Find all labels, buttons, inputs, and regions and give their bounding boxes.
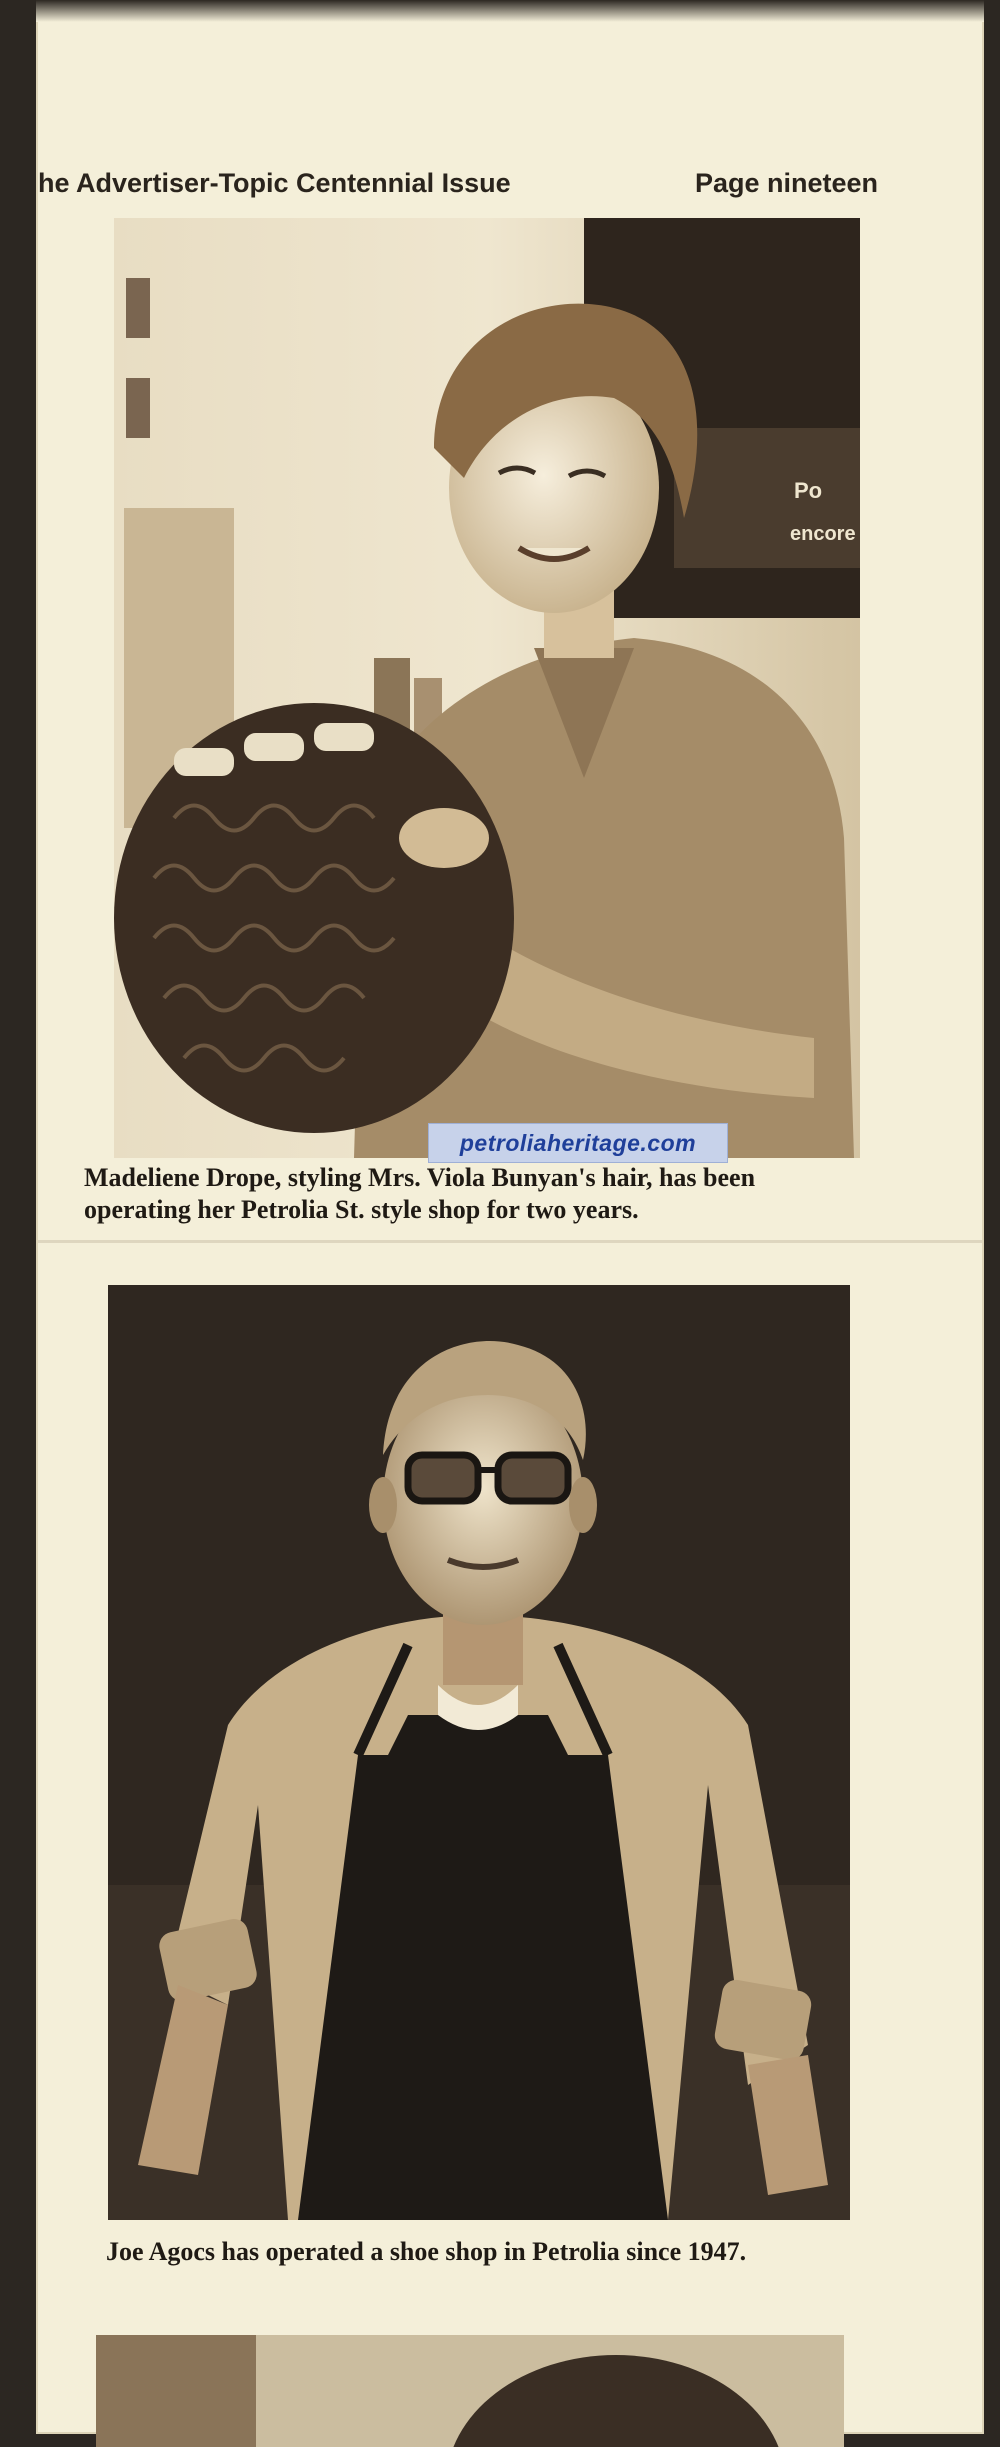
svg-text:Po: Po bbox=[794, 478, 823, 503]
photo-caption-stylist: Madeliene Drope, styling Mrs. Viola Bunyan's hair, has been operating her Petrolia St. style shop for two years. bbox=[84, 1163, 756, 1224]
photo-shoemaker bbox=[108, 1285, 850, 2220]
photo-hair-stylist-image bbox=[114, 218, 860, 1158]
photo-partial-bottom bbox=[96, 2335, 844, 2447]
photo-shoemaker-image bbox=[108, 1285, 850, 2220]
photo-caption-shoemaker: Joe Agocs has operated a shoe shop in Petrolia since 1947. bbox=[106, 2237, 747, 2266]
svg-text:encore: encore bbox=[790, 523, 856, 545]
photo-partial-bottom-image bbox=[96, 2335, 844, 2447]
page-number: Page nineteen bbox=[694, 168, 878, 198]
torn-edge bbox=[36, 0, 984, 22]
fold-crease bbox=[38, 1240, 982, 1243]
masthead bbox=[38, 168, 878, 208]
watermark: petroliaheritage.com bbox=[428, 1123, 728, 1163]
photo-hair-stylist bbox=[114, 218, 860, 1158]
publication-title: he Advertiser-Topic Centennial Issue bbox=[38, 168, 511, 198]
